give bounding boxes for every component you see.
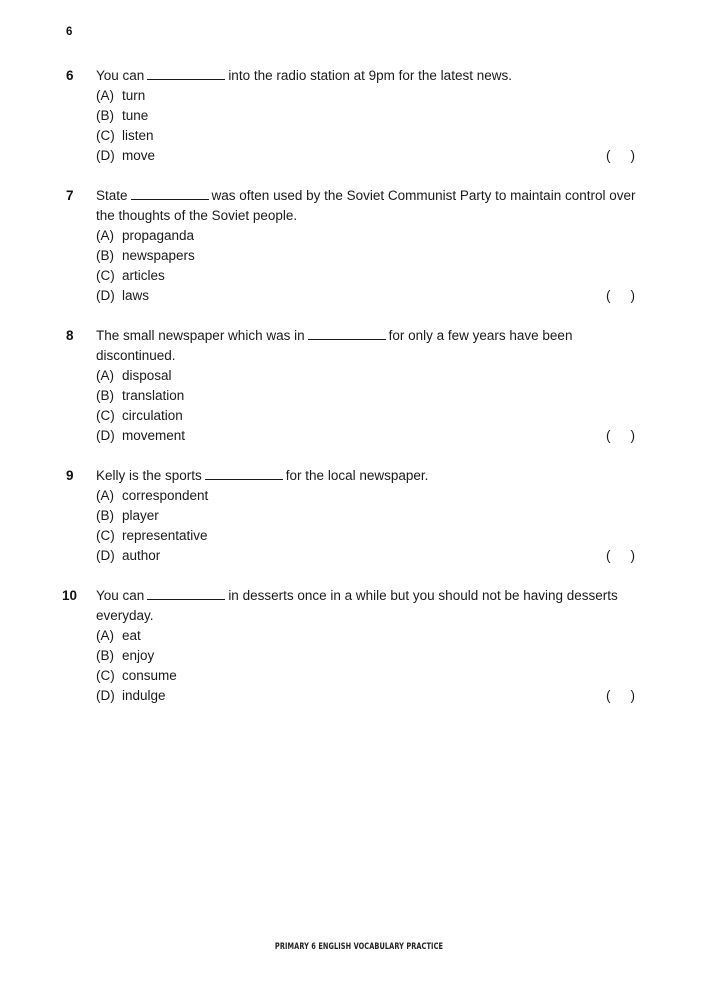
option-text: consume	[122, 668, 177, 683]
page-number: 6	[66, 26, 73, 38]
stem-text-after-blank: into the radio station at 9pm for the latest news.	[228, 68, 512, 83]
option-row[interactable]	[96, 366, 652, 386]
option-row[interactable]	[96, 686, 652, 706]
question-head	[66, 66, 652, 86]
question	[66, 186, 652, 306]
option-list	[66, 626, 652, 706]
question	[62, 586, 652, 706]
option-letter: (C)	[96, 668, 115, 683]
stem-text-after-blank: for only a few years have been discontinued.	[96, 328, 573, 363]
option-row[interactable]	[96, 546, 652, 566]
option-text: movement	[122, 428, 186, 443]
option-row[interactable]	[96, 646, 652, 666]
stem-text-after-blank: in desserts once in a while but you should not be having desserts everyday.	[96, 588, 618, 623]
option-letter: (D)	[96, 548, 115, 563]
option-text: player	[122, 508, 159, 523]
option-row[interactable]	[96, 666, 652, 686]
question-stem	[96, 186, 652, 226]
option-row[interactable]	[96, 86, 652, 106]
question-head	[66, 186, 652, 226]
option-letter: (C)	[96, 408, 115, 423]
option-list	[66, 366, 652, 446]
question-number: 9	[66, 468, 74, 483]
option-text: listen	[122, 128, 154, 143]
answer-blank[interactable]	[147, 589, 225, 600]
option-letter: (D)	[96, 428, 115, 443]
option-letter: (B)	[96, 508, 114, 523]
answer-bracket[interactable]: ( )	[606, 288, 636, 303]
option-list	[66, 86, 652, 166]
option-letter: (B)	[96, 648, 114, 663]
question-number: 7	[66, 188, 74, 203]
answer-bracket[interactable]: ( )	[606, 428, 636, 443]
option-letter: (C)	[96, 128, 115, 143]
option-letter: (A)	[96, 488, 114, 503]
question	[66, 66, 652, 166]
option-letter: (A)	[96, 228, 114, 243]
option-row[interactable]	[96, 426, 652, 446]
option-text: author	[122, 548, 161, 563]
option-letter: (C)	[96, 268, 115, 283]
question-number: 6	[66, 68, 74, 83]
option-text: translation	[122, 388, 185, 403]
option-row[interactable]	[96, 266, 652, 286]
option-letter: (D)	[96, 288, 115, 303]
question-head	[66, 326, 652, 366]
option-row[interactable]	[96, 286, 652, 306]
stem-text-before-blank: You can	[96, 68, 145, 83]
option-row[interactable]	[96, 406, 652, 426]
answer-bracket[interactable]: ( )	[606, 548, 636, 563]
option-text: indulge	[122, 688, 166, 703]
answer-blank[interactable]	[131, 189, 209, 200]
option-text: correspondent	[122, 488, 209, 503]
option-text: circulation	[122, 408, 183, 423]
option-letter: (B)	[96, 248, 114, 263]
option-row[interactable]	[96, 526, 652, 546]
question-stem	[96, 586, 652, 626]
option-letter: (A)	[96, 628, 114, 643]
answer-blank[interactable]	[205, 469, 283, 480]
question-stem	[96, 66, 652, 86]
question	[66, 466, 652, 566]
option-text: newspapers	[122, 248, 195, 263]
stem-text-before-blank: Kelly is the sports	[96, 468, 202, 483]
answer-bracket[interactable]: ( )	[606, 688, 636, 703]
option-letter: (B)	[96, 388, 114, 403]
stem-text-after-blank: was often used by the Soviet Communist Party to maintain control over the thoughts of the Soviet people.	[96, 188, 636, 223]
option-text: turn	[122, 88, 146, 103]
option-text: articles	[122, 268, 165, 283]
option-letter: (A)	[96, 368, 114, 383]
answer-blank[interactable]	[147, 69, 225, 80]
question-list	[62, 66, 652, 706]
option-row[interactable]	[96, 386, 652, 406]
option-letter: (C)	[96, 528, 115, 543]
question-head	[66, 466, 652, 486]
answer-bracket[interactable]: ( )	[606, 148, 636, 163]
option-text: representative	[122, 528, 208, 543]
stem-text-before-blank: State	[96, 188, 128, 203]
stem-text-before-blank: The small newspaper which was in	[96, 328, 305, 343]
option-row[interactable]	[96, 246, 652, 266]
option-text: tune	[122, 108, 149, 123]
option-row[interactable]	[96, 106, 652, 126]
option-text: eat	[122, 628, 141, 643]
option-letter: (D)	[96, 688, 115, 703]
option-row[interactable]	[96, 146, 652, 166]
option-row[interactable]	[96, 506, 652, 526]
option-row[interactable]	[96, 126, 652, 146]
answer-blank[interactable]	[308, 329, 386, 340]
option-text: disposal	[122, 368, 172, 383]
question	[66, 326, 652, 446]
option-text: propaganda	[122, 228, 195, 243]
option-row[interactable]	[96, 226, 652, 246]
option-list	[66, 226, 652, 306]
option-text: move	[122, 148, 156, 163]
question-stem	[96, 466, 652, 486]
option-letter: (D)	[96, 148, 115, 163]
page-footer: PRIMARY 6 ENGLISH VOCABULARY PRACTICE	[274, 942, 444, 952]
option-letter: (A)	[96, 88, 114, 103]
question-stem	[96, 326, 652, 366]
option-row[interactable]	[96, 486, 652, 506]
option-list	[66, 486, 652, 566]
option-letter: (B)	[96, 108, 114, 123]
option-text: enjoy	[122, 648, 155, 663]
option-row[interactable]	[96, 626, 652, 646]
stem-text-before-blank: You can	[96, 588, 145, 603]
stem-text-after-blank: for the local newspaper.	[285, 468, 429, 483]
question-number: 8	[66, 328, 74, 343]
option-text: laws	[122, 288, 150, 303]
question-head	[62, 586, 652, 626]
question-number: 10	[62, 588, 78, 603]
